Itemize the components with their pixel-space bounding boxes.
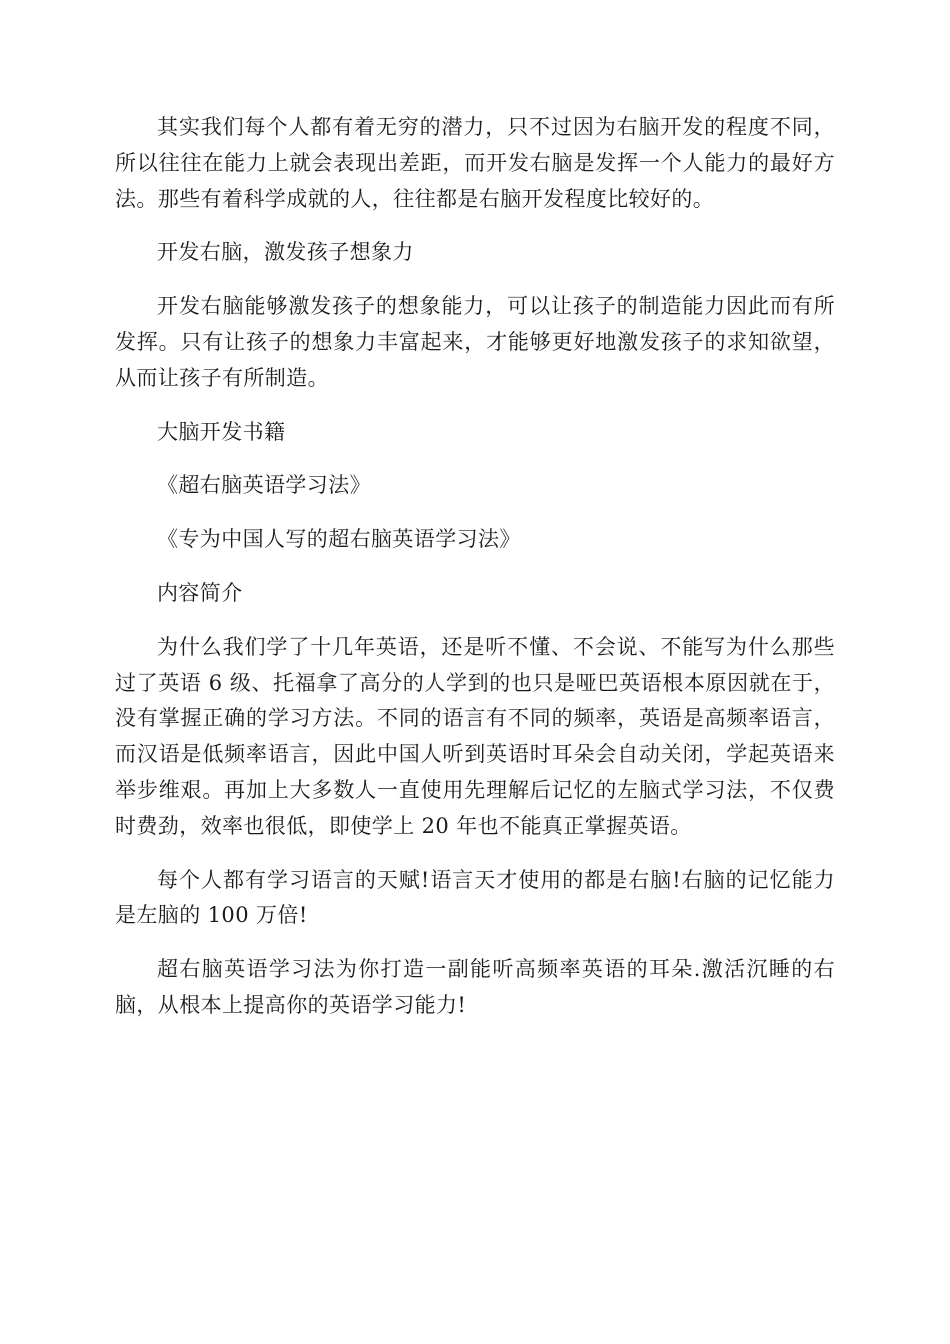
paragraph-imagination: 开发右脑能够激发孩子的想象能力，可以让孩子的制造能力因此而有所发挥。只有让孩子的想象力丰富起来，才能够更好地激发孩子的求知欲望，从而让孩子有所制造。 [115,294,835,390]
heading-brain-books: 大脑开发书籍 [157,419,286,444]
paragraph-why-english: 为什么我们学了十几年英语，还是听不懂、不会说、不能写为什么那些过了英语 6 级、托福拿了高分的人学到的也只是哑巴英语根本原因就在于，没有掌握正确的学习方法。不同的语言有不同的频率，英语是高频率语言，而汉语是低频率语言，因此中国人听到英语时耳朵会自动关闭，学起英语来举步维艰。再加上大多数人一直使用先理解后记忆的左脑式学习法，不仅费时费劲，效率也很低，即使学上 20 年也不能真正掌握英语。 [115,634,835,838]
heading-develop-imagination: 开发右脑，激发孩子想象力 [157,240,414,265]
book-title-2: 《专为中国人写的超右脑英语学习法》 [157,527,521,552]
paragraph-language-talent: 每个人都有学习语言的天赋!语言天才使用的都是右脑!右脑的记忆能力是左脑的 100 万倍! [115,867,835,928]
book-title-1: 《超右脑英语学习法》 [157,473,371,498]
paragraph-super-right-brain: 超右脑英语学习法为你打造一副能听高频率英语的耳朵.激活沉睡的右脑，从根本上提高你的英语学习能力! [115,957,835,1017]
heading-content-summary: 内容简介 [157,580,243,605]
paragraph-right-brain-potential: 其实我们每个人都有着无穷的潜力，只不过因为右脑开发的程度不同，所以往往在能力上就会表现出差距，而开发右脑是发挥一个人能力的最好方法。那些有着科学成就的人，往往都是右脑开发程度比较好的。 [115,115,835,211]
